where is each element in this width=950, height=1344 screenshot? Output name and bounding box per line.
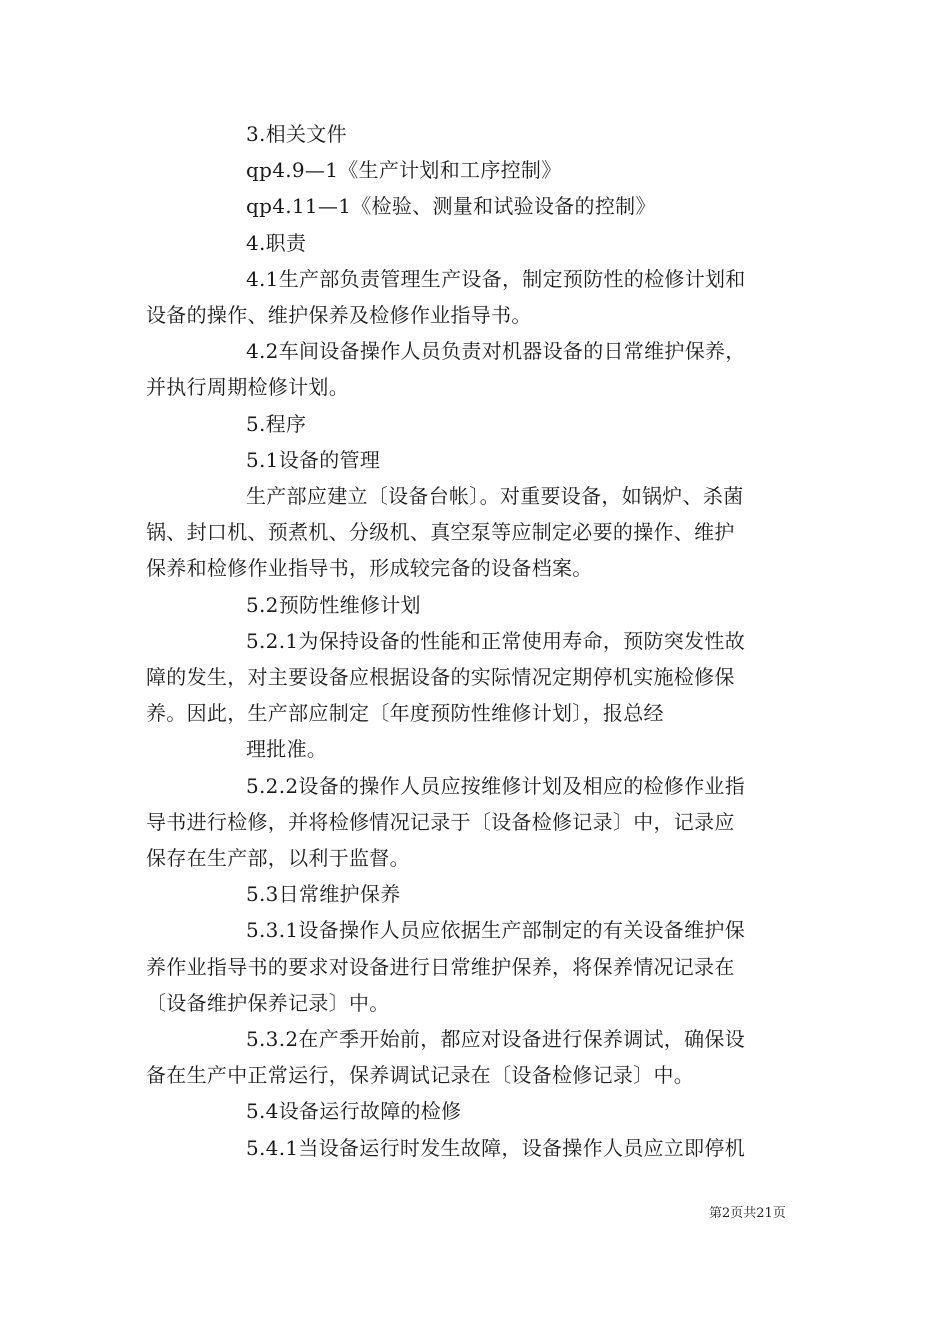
text-line: 障的发生，对主要设备应根据设备的实际情况定期停机实施检修保 [146, 665, 735, 690]
text-line: 并执行周期检修计划。 [146, 375, 349, 400]
text-line: 4.2车间设备操作人员负责对机器设备的日常维护保养， [246, 339, 746, 364]
page-number: 第2页共21页 [709, 1206, 786, 1221]
text-line: 导书进行检修，并将检修情况记录于〔设备检修记录〕中，记录应 [146, 809, 735, 834]
text-line: 5.2预防性维修计划 [246, 592, 421, 617]
text-line: 保存在生产部，以利于监督。 [146, 846, 410, 871]
text-line: 设备的操作、维护保养及检修作业指导书。 [146, 303, 532, 328]
text-line: 3.相关文件 [246, 122, 347, 146]
text-line: 5.4设备运行故障的检修 [246, 1099, 462, 1124]
text-line: 5.3.1设备操作人员应依据生产部制定的有关设备维护保 [246, 918, 745, 943]
text-line: 5.3.2在产季开始前，都应对设备进行保养调试，确保设 [246, 1027, 745, 1052]
text-line: 生产部应建立〔设备台帐〕。对重要设备，如锅炉、杀菌 [246, 484, 744, 509]
text-line: 5.程序 [246, 411, 307, 436]
text-line: 备在生产中正常运行，保养调试记录在〔设备检修记录〕中。 [146, 1063, 695, 1088]
text-line: qp4.9—1《生产计划和工序控制》 [246, 158, 562, 183]
text-line: 保养和检修作业指导书，形成较完备的设备档案。 [146, 556, 593, 581]
text-line: qp4.11—1《检验、测量和试验设备的控制》 [246, 194, 656, 219]
text-line: 5.2.1为保持设备的性能和正常使用寿命，预防突发性故 [246, 628, 745, 653]
text-line: 4.职责 [246, 230, 307, 255]
text-line: 5.4.1当设备运行时发生故障，设备操作人员应立即停机 [246, 1135, 745, 1160]
text-line: 理批准。 [246, 737, 328, 762]
text-line: 5.3日常维护保养 [246, 882, 401, 907]
text-line: 锅、封口机、预煮机、分级机、真空泵等应制定必要的操作、维护 [146, 520, 735, 545]
document-body [146, 116, 816, 1166]
text-line: 5.1设备的管理 [246, 447, 381, 472]
text-line: 养作业指导书的要求对设备进行日常维护保养，将保养情况记录在 [146, 954, 735, 979]
text-line: 4.1生产部负责管理生产设备，制定预防性的检修计划和 [246, 266, 746, 291]
text-line: 5.2.2设备的操作人员应按维修计划及相应的检修作业指 [246, 773, 745, 798]
text-line: 〔设备维护保养记录〕中。 [146, 990, 390, 1015]
text-line: 养。因此，生产部应制定〔年度预防性维修计划〕，报总经 [146, 701, 664, 726]
